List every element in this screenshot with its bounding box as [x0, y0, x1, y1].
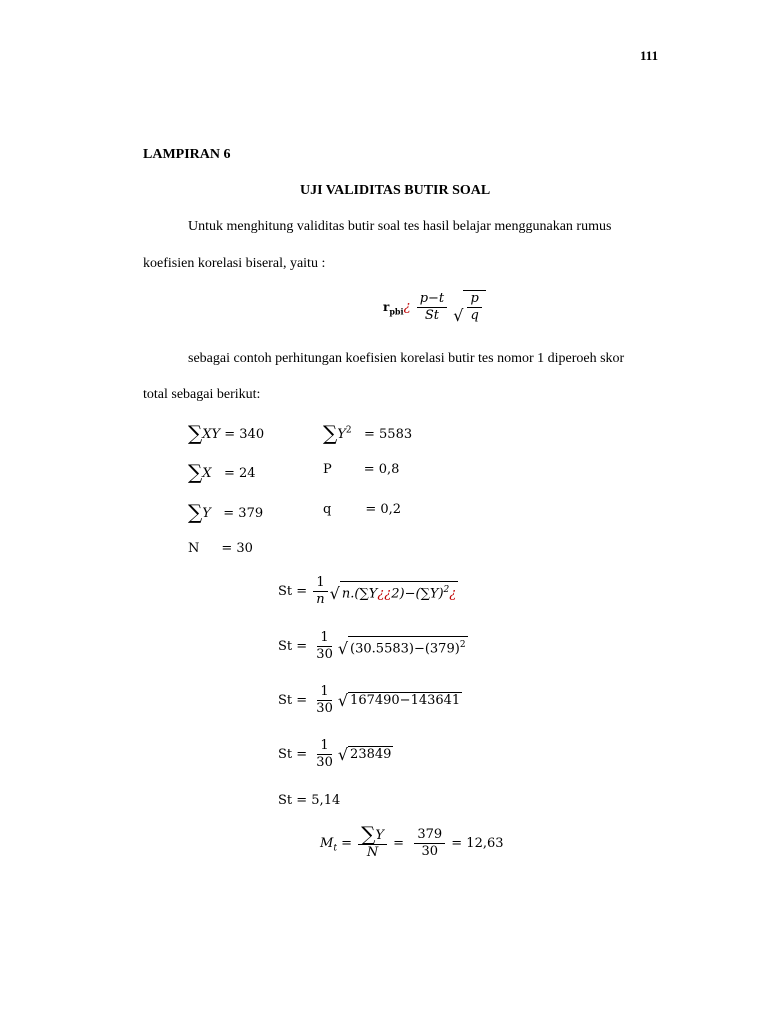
value-n: N = 30 — [188, 541, 253, 556]
st-step-3: St = $\frac{1}{30}$ √ 167490−143641 — [278, 684, 461, 716]
intro-line-1: Untuk menghitung validitas butir soal tes hasil belajar menggunakan rumus — [188, 219, 612, 234]
sum-xy: ∑XY = 340 — [188, 421, 265, 445]
example-line-1: sebagai contoh perhitungan koefisien korelasi butir tes nomor 1 diperoeh skor — [188, 351, 625, 366]
sum-y: ∑Y = 379 — [188, 500, 264, 524]
value-p: P = 0,8 — [323, 462, 400, 477]
section-title: UJI VALIDITAS BUTIR SOAL — [300, 183, 491, 198]
st-step-4: St = $\frac{1}{30}$ √ 23849 — [278, 738, 392, 770]
mt-formula: $M_t$ = $\frac{\sum Y}{N}$ = $\frac{379}{30}$ = 12,63 — [320, 822, 504, 860]
appendix-heading: LAMPIRAN 6 — [143, 147, 231, 162]
rpbi-fraction: $\frac{p-t}{St}$ — [417, 291, 447, 324]
intro-line-2: koefisien korelasi biseral, yaitu : — [143, 256, 326, 271]
rpbi-formula: $r_{pbi}¿$ $\frac{p-t}{St}$ √ $\frac{p}{q}$ — [383, 290, 486, 324]
st-step-1: St = $\frac{1}{n}$ √ $n.(\sum Y¿¿2)-(\sum Y)^2¿$ — [278, 575, 457, 607]
rpbi-symbol: $r_{pbi}$ — [383, 299, 404, 316]
st-result: St = 5,14 — [278, 793, 341, 808]
value-q: q = 0,2 — [323, 502, 402, 517]
st-step-2: St = $\frac{1}{30}$ √ $(30.5583)-(379)^2$ — [278, 630, 466, 662]
rpbi-root: √ $\frac{p}{q}$ — [453, 290, 486, 324]
example-line-2: total sebagai berikut: — [143, 387, 261, 402]
sum-y-squared: $\sum Y^2$ = 5583 — [323, 421, 413, 445]
sum-x: ∑X = 24 — [188, 460, 256, 484]
page-number: 111 — [640, 48, 659, 63]
